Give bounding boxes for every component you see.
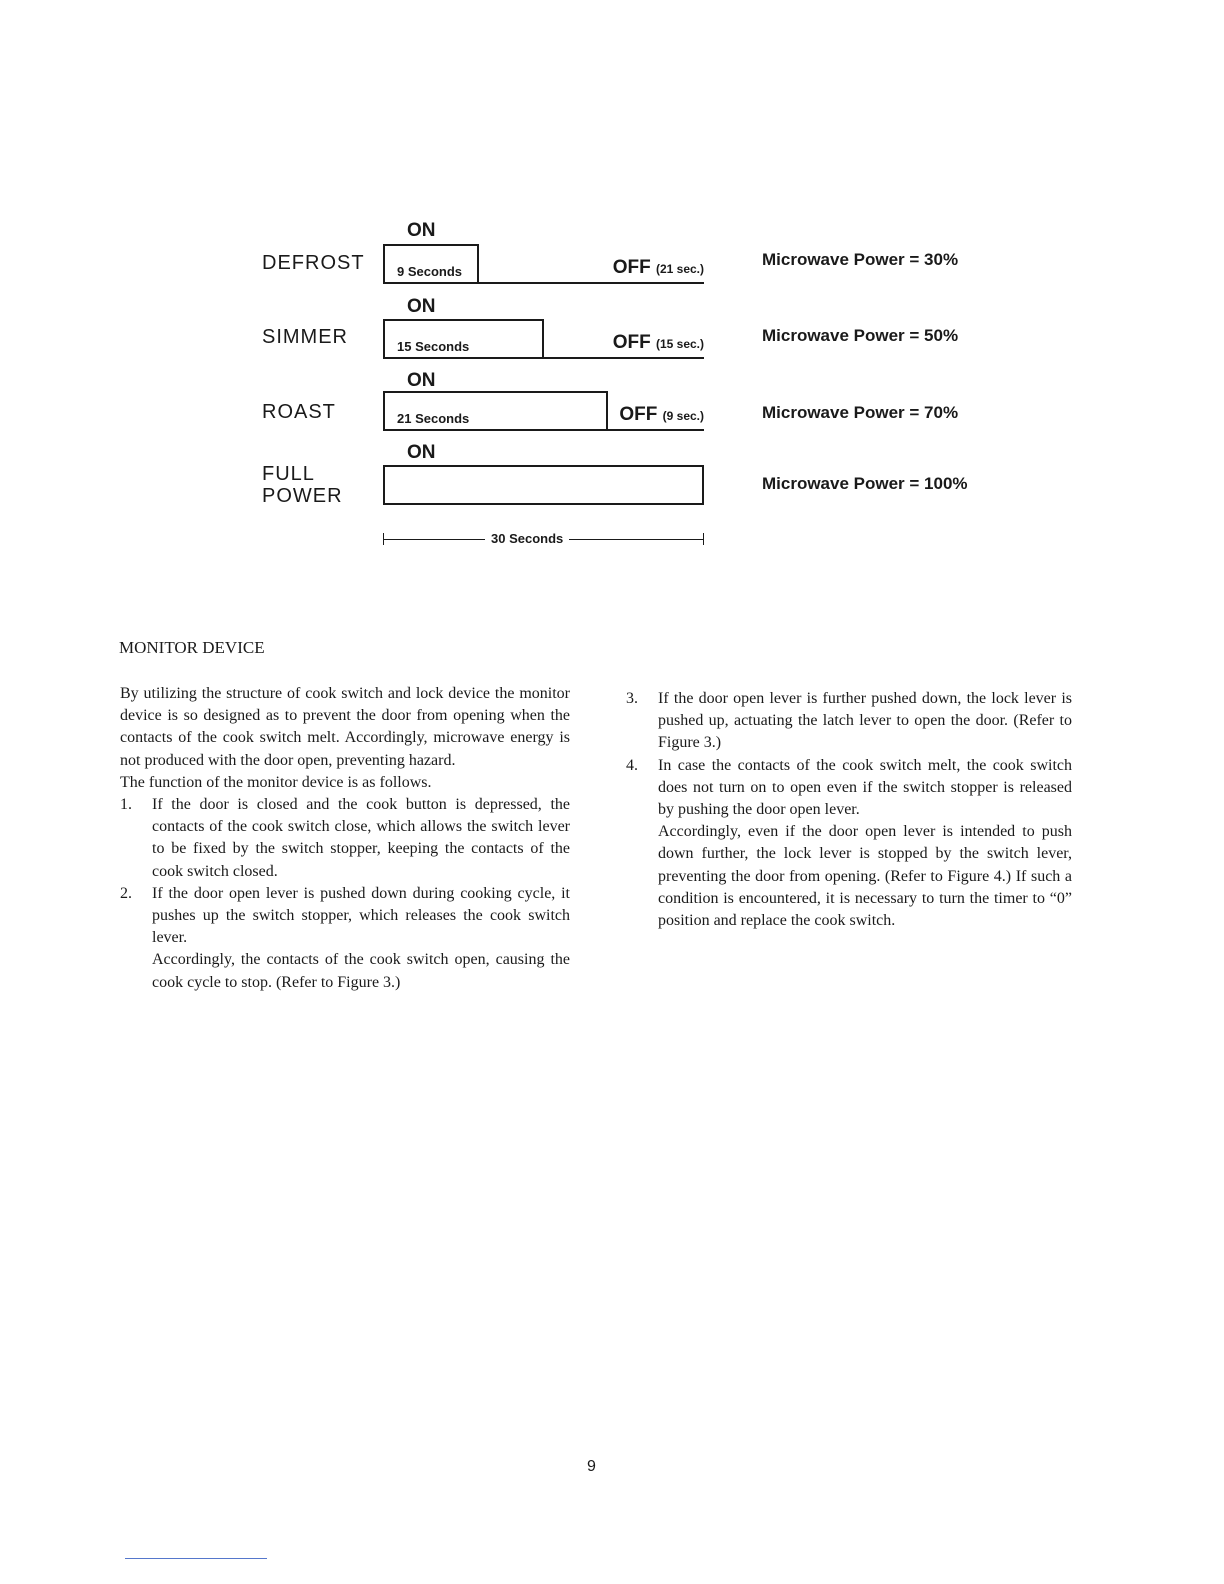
- cycle-label: 30 Seconds: [485, 531, 569, 546]
- mode-name-line2: POWER: [262, 485, 343, 507]
- pulse-wave-simmer: [383, 319, 704, 359]
- left-column: [120, 683, 570, 994]
- section-heading: MONITOR DEVICE: [119, 638, 265, 657]
- on-label: ON: [407, 220, 436, 241]
- item-text: If the door open lever is pushed down during cooking cycle, it pushes up the switch stopper, which releases the cook switch lever.: [152, 884, 570, 947]
- mode-name: DEFROST: [262, 252, 365, 274]
- intro-paragraph: By utilizing the structure of cook switch and lock device the monitor device is so designed as to prevent the door from opening when the contacts of the cook switch melt. Accordingly, microwave energy is not produced with the door open, preventing hazard.: [120, 685, 570, 769]
- right-column: [626, 688, 1072, 932]
- off-label: [613, 332, 704, 354]
- function-line: The function of the monitor device is as follows.: [120, 773, 432, 791]
- baseline: [383, 282, 704, 284]
- item-text: If the door open lever is further pushed down, the lock lever is pushed up, actuating the latch lever to open the door. (Refer to Figure 3.): [658, 690, 1072, 752]
- axis-tick-left: [383, 533, 384, 545]
- on-duration: 15 Seconds: [397, 339, 470, 354]
- off-text: OFF: [619, 404, 658, 425]
- power-simmer: Microwave Power = 50%: [762, 326, 959, 345]
- page-number: 9: [587, 1458, 596, 1475]
- item-number: 3.: [626, 690, 638, 707]
- off-duration: (9 sec.): [662, 409, 704, 423]
- item-number: 4.: [626, 756, 638, 774]
- list-item: [626, 688, 1072, 755]
- mode-label-full-power: [262, 463, 343, 507]
- on-pulse: [383, 465, 704, 505]
- power-full: Microwave Power = 100%: [762, 474, 968, 493]
- item-text: Accordingly, the contacts of the cook switch open, causing the cook cycle to stop. (Refer to Figure 3.): [152, 951, 570, 991]
- power-defrost: Microwave Power = 30%: [762, 250, 959, 269]
- mode-label-defrost: [262, 252, 365, 274]
- mode-name: SIMMER: [262, 326, 348, 348]
- off-text: OFF: [612, 257, 651, 278]
- on-label: ON: [407, 370, 436, 391]
- on-label: ON: [407, 296, 436, 317]
- pulse-wave-full-power: [383, 465, 704, 505]
- mode-name: ROAST: [262, 401, 336, 423]
- axis-tick-right: [703, 533, 704, 545]
- cycle-duration-axis: [383, 530, 704, 550]
- baseline: [383, 503, 704, 505]
- baseline: [383, 429, 704, 431]
- item-text: In case the contacts of the cook switch melt, the cook switch does not turn on to open even if the switch stopper is released by pushing the door open lever.: [658, 756, 1072, 819]
- footer-rule: [125, 1558, 267, 1559]
- power-roast: Microwave Power = 70%: [762, 403, 959, 422]
- on-duration: 9 Seconds: [397, 264, 463, 279]
- pulse-wave-defrost: [383, 244, 704, 284]
- mode-label-roast: [262, 401, 336, 423]
- on-label: ON: [407, 442, 436, 463]
- list-item: [120, 794, 570, 883]
- off-label: [613, 257, 704, 279]
- mode-name: FULL: [262, 463, 315, 485]
- item-number: 1.: [120, 796, 132, 814]
- baseline: [383, 357, 704, 359]
- item-text: If the door is closed and the cook button is depressed, the contacts of the cook switch close, which allows the switch lever to be fixed by the switch stopper, keeping the contacts of the cook switch closed.: [152, 796, 570, 880]
- list-item: [626, 755, 1072, 933]
- list-item: [120, 883, 570, 994]
- pulse-wave-roast: [383, 391, 704, 431]
- on-duration: 21 Seconds: [397, 411, 470, 426]
- item-number: 2.: [120, 884, 132, 902]
- off-duration: (21 sec.): [655, 262, 704, 276]
- item-text: Accordingly, even if the door open lever is intended to push down further, the lock lever is stopped by the switch lever, preventing the door from opening. (Refer to Figure 4.) If such a condition is encountered, it is necessary to turn the timer to “0” position and replace the cook switch.: [658, 823, 1072, 930]
- off-label: [619, 404, 704, 426]
- mode-label-simmer: [262, 326, 348, 348]
- off-duration: (15 sec.): [655, 337, 704, 351]
- off-text: OFF: [612, 332, 651, 353]
